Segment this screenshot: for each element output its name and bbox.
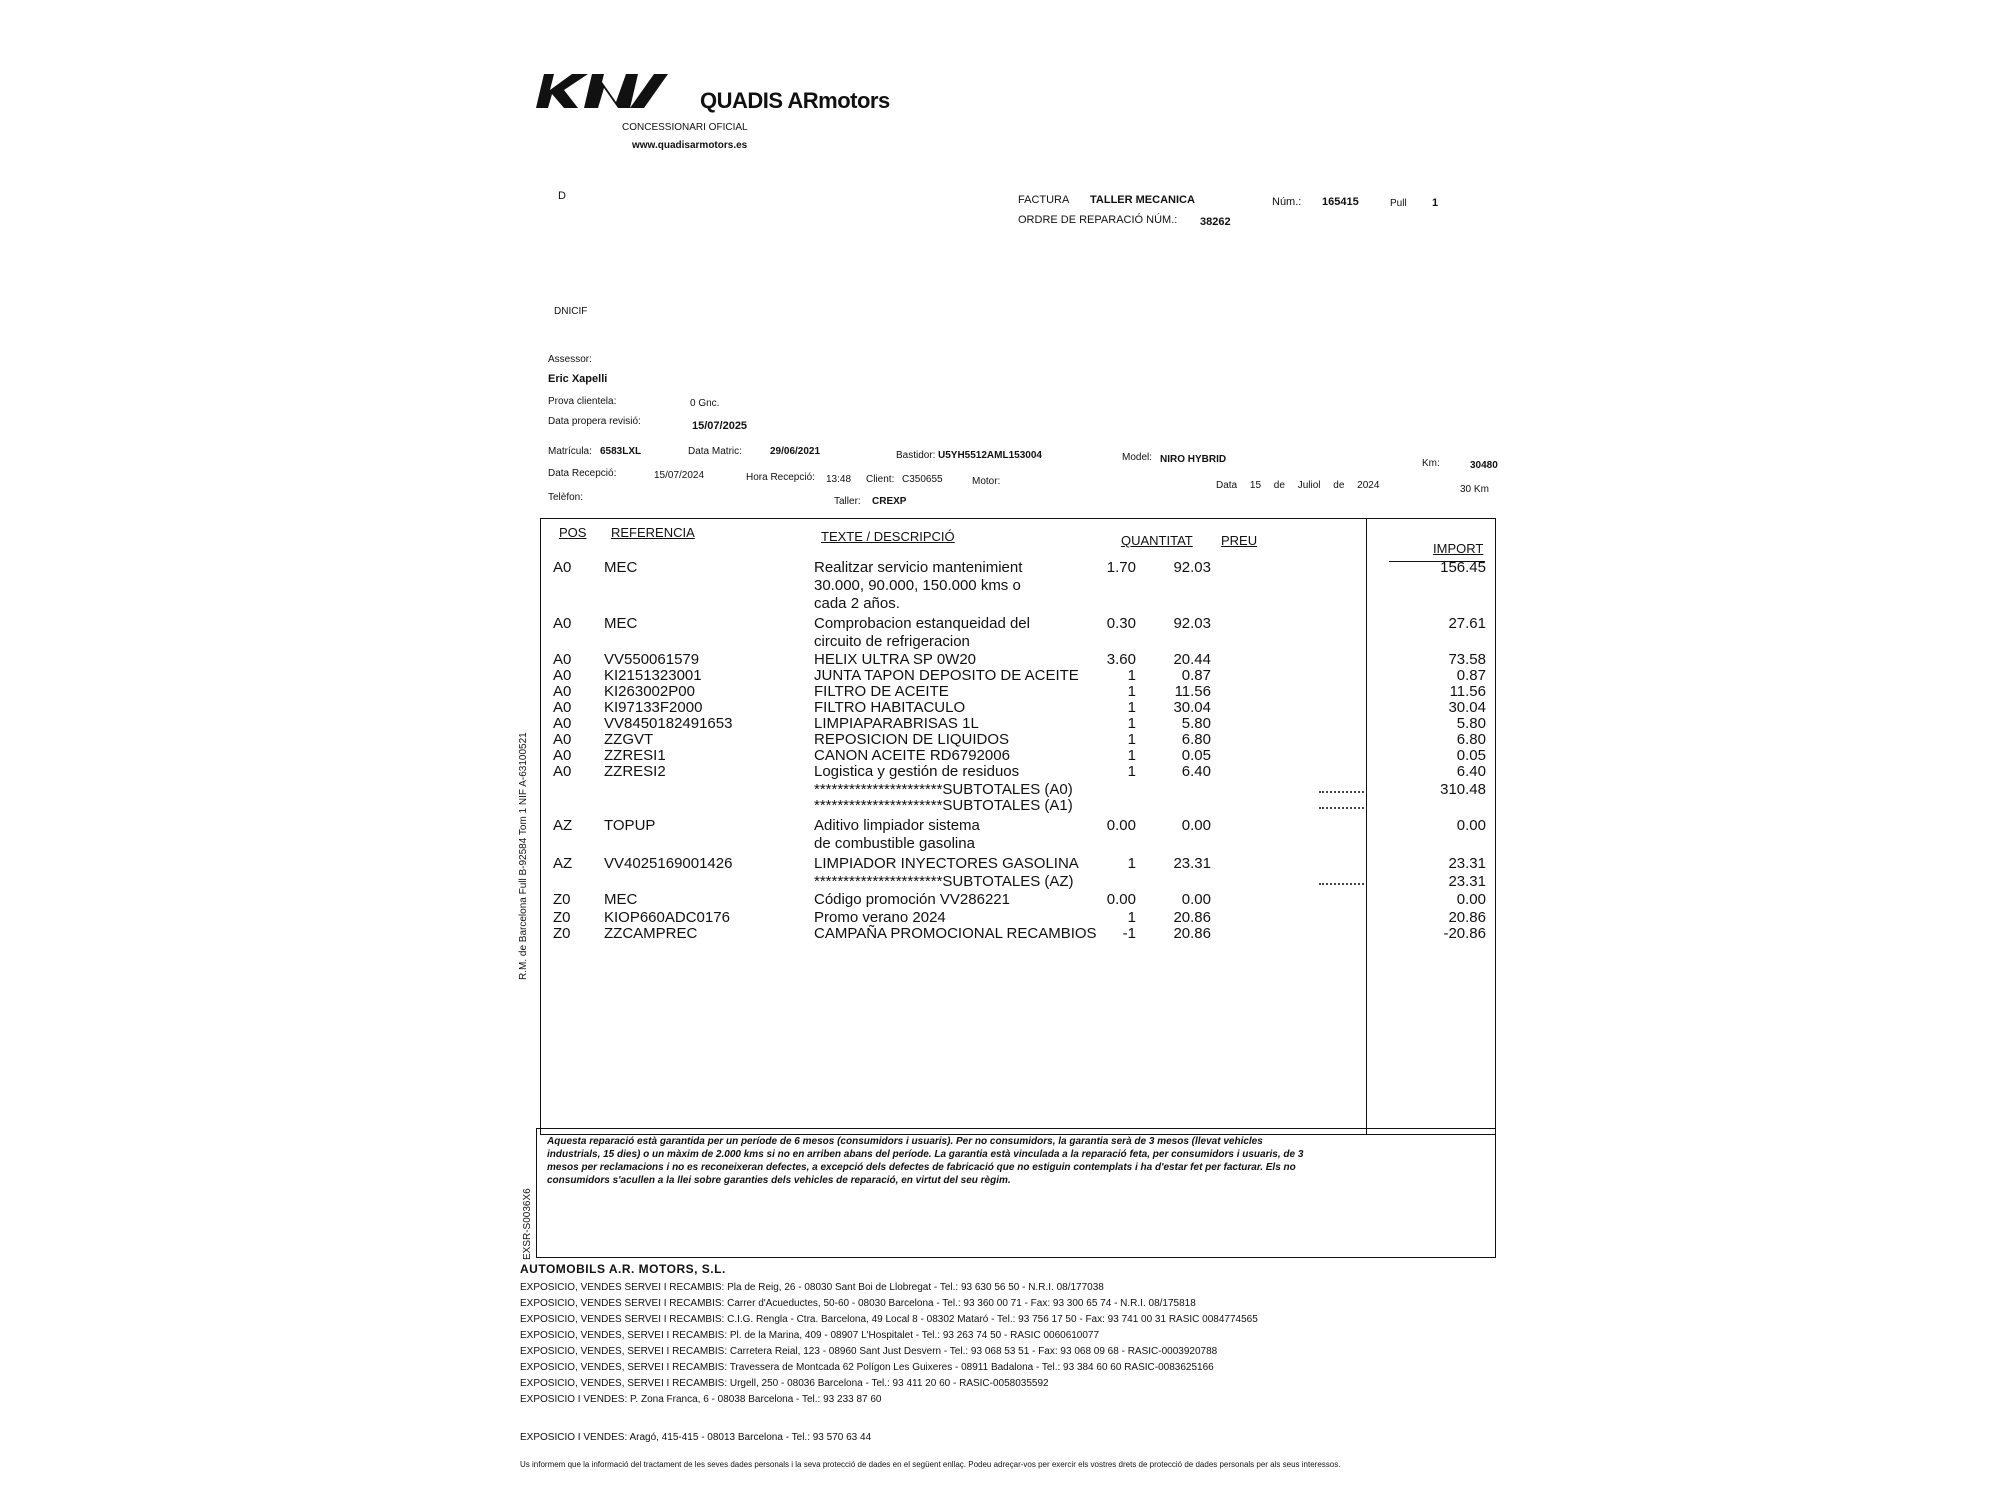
header-ref: REFERENCIA (611, 525, 695, 540)
km-value: 30480 (1470, 460, 1498, 471)
row-quantity: 1 (1127, 683, 1136, 700)
row-import: 11.56 (1449, 683, 1486, 700)
row-description: de combustible gasolina (814, 835, 975, 852)
row-pos: A0 (553, 559, 572, 576)
invoice-page-label: Pull (1390, 198, 1407, 209)
footer-address-line: EXPOSICIÓ, VENDES, SERVEI I RECAMBIS: Pl. de la Marina, 409 - 08907 L'Hospitalet - Tel.: 93 263 74 50 - RASIC 0060610077 (520, 1330, 1100, 1341)
row-reference: VV4025169001426 (604, 855, 733, 872)
row-description: cada 2 años. (814, 595, 900, 612)
invoice-page-value: 1 (1432, 197, 1439, 209)
order-label: ORDRE DE REPARACIÓ NÚM.: (1018, 214, 1178, 226)
row-import: 0.87 (1456, 667, 1486, 684)
row-quantity: 1 (1127, 909, 1136, 926)
row-pos: AZ (553, 817, 573, 834)
client-code: DNICIF (554, 306, 588, 317)
client-value: C350655 (902, 474, 943, 485)
footer-address-line: EXPOSICIÓ, VENDES, SERVEI I RECAMBIS: Urgell, 250 - 08036 Barcelona - Tel.: 93 411 20 60 - RASIC-0058035592 (520, 1378, 1049, 1389)
website: www.quadisarmotors.es (632, 140, 748, 151)
next-service-value: 15/07/2025 (692, 420, 748, 432)
registry-side-text: R.M. de Barcelona Full B-92584 Tom 1 NIF A-63100521 (518, 732, 529, 980)
header-qty: QUANTITAT (1121, 533, 1193, 548)
header-text: TEXTE / DESCRIPCIÓ (821, 529, 955, 544)
reception-time-label: Hora Recepció: (746, 472, 815, 483)
row-reference: KI263002P00 (604, 683, 695, 700)
row-pos: Z0 (553, 891, 571, 908)
row-import: 5.80 (1456, 715, 1486, 732)
footer-address-line: EXPOSICIÓ, VENDES SERVEI I RECAMBIS: Pla de Reig, 26 - 08030 Sant Boi de Llobregat - Tel.: 93 630 56 50 - N.R.I. 08/177038 (520, 1282, 1104, 1293)
row-quantity: 0.00 (1106, 891, 1136, 908)
row-description: Aditivo limpiador sistema (814, 817, 980, 834)
row-reference: MEC (604, 891, 638, 908)
row-price: 23.31 (1173, 855, 1211, 872)
reception-date-label: Data Recepció: (548, 468, 617, 479)
row-description: Comprobacion estanqueidad del (814, 615, 1030, 632)
row-price: 30.04 (1173, 699, 1211, 716)
invoice-type-value: TALLER MECANICA (1090, 194, 1195, 206)
footer-address-line: EXPOSICIÓ I VENDES: P. Zona Franca, 6 - 08038 Barcelona - Tel.: 93 233 87 60 (520, 1394, 882, 1405)
row-import: 156.45 (1440, 559, 1486, 576)
footer-address-line: EXPOSICIÓ I VENDES: Aragó, 415-415 - 08013 Barcelona - Tel.: 93 570 63 44 (520, 1432, 872, 1443)
row-import: 310.48 (1440, 781, 1486, 798)
row-price: 0.05 (1181, 747, 1211, 764)
row-reference: VV8450182491653 (604, 715, 733, 732)
row-description: **********************SUBTOTALES (A0) (814, 781, 1073, 798)
invoice-num-value: 165415 (1322, 196, 1359, 208)
import-column-divider (1366, 519, 1367, 1134)
motor-label: Motor: (972, 476, 1001, 487)
row-description: FILTRO HABITACULO (814, 699, 966, 716)
row-import: 0.05 (1456, 747, 1486, 764)
row-import: 0.00 (1456, 891, 1486, 908)
km-label: Km: (1422, 458, 1440, 469)
row-pos: A0 (553, 731, 572, 748)
row-pos: Z0 (553, 909, 571, 926)
next-service-label: Data propera revisió: (548, 416, 641, 427)
model-label: Model: (1122, 452, 1153, 463)
row-description: Código promoción VV286221 (814, 891, 1010, 908)
row-description: **********************SUBTOTALES (A1) (814, 797, 1073, 814)
legal-box (536, 1128, 1496, 1258)
reception-time-value: 13:48 (826, 474, 852, 485)
row-import: 20.86 (1448, 909, 1486, 926)
model-value: NIRO HYBRID (1160, 454, 1227, 465)
row-import: 73.58 (1448, 651, 1486, 668)
row-import: 23.31 (1448, 873, 1486, 890)
row-description: **********************SUBTOTALES (AZ) (814, 873, 1074, 890)
row-reference: VV550061579 (604, 651, 700, 668)
assessor-label: Assessor: (548, 354, 592, 365)
row-description: HELIX ULTRA SP 0W20 (814, 651, 977, 668)
row-price: 0.00 (1181, 817, 1211, 834)
row-price: 20.44 (1173, 651, 1211, 668)
kia-logo (532, 68, 672, 112)
concession-label: CONCESSIONARI OFICIAL (622, 122, 748, 133)
row-description: Realitzar servicio mantenimient (814, 559, 1023, 576)
privacy-text: Us informem que la informació del tractament de les seves dades personals i la seva protecció de dades en el següent enllaç. Podeu adreçar-vos per exercir els vostres drets de protecció de dades personals per als seus interessos. (520, 1460, 1341, 1469)
row-pos: A0 (553, 699, 572, 716)
dealer-name: QUADIS ARmotors (700, 88, 890, 113)
row-reference: ZZRESI1 (604, 747, 666, 764)
reg-date-value: 29/06/2021 (770, 446, 821, 457)
row-pos: A0 (553, 747, 572, 764)
row-quantity: 1 (1127, 699, 1136, 716)
subtotal-dash (1319, 807, 1364, 809)
row-description: CAMPAÑA PROMOCIONAL RECAMBIOS (814, 925, 1097, 942)
row-price: 11.56 (1174, 683, 1211, 700)
row-quantity: 1 (1127, 747, 1136, 764)
workshop-value: CREXP (872, 496, 907, 507)
row-quantity: 1 (1127, 731, 1136, 748)
invoice-type-label: FACTURA (1018, 194, 1070, 206)
row-quantity: 1 (1127, 715, 1136, 732)
invoice-num-label: Núm.: (1272, 196, 1302, 208)
row-import: 30.04 (1448, 699, 1486, 716)
plate-value: 6583LXL (600, 446, 642, 457)
row-import: -20.86 (1443, 925, 1486, 942)
row-description: Logistica y gestión de residuos (814, 763, 1020, 780)
warranty-text: Aquesta reparació està garantida per un període de 6 mesos (consumidors i usuaris). Per no consumidors, la garantia serà de 3 mesos (llevat vehicles industrials, 15 dies) o un màxim de 2.000 kms si no en arriben abans del període. La garantia està vinculada a la reparació feta, per consumidors i usuaris, de 3 mesos per reclamacions i no es reconeixeran defectes, a excepció dels defectes de fabricació que no estiguin contemplats i ha d'estar fet per facturar. Els no consumidors s'acullen a la llei sobre garanties dels vehicles de reparació, en virtut del seu règim. (547, 1136, 1304, 1186)
invoice-date: Data 15 de Juliol de 2024 (1216, 480, 1380, 491)
row-reference: MEC (604, 615, 638, 632)
row-price: 92.03 (1173, 615, 1211, 632)
subtotal-dash (1319, 883, 1364, 885)
row-reference: ZZRESI2 (604, 763, 666, 780)
phone-label: Telèfon: (548, 492, 584, 503)
footer-address-line: EXPOSICIÓ, VENDES SERVEI I RECAMBIS: C.I.G. Rengla - Ctra. Barcelona, 49 Local 8 - 08302 Mataró - Tel.: 93 756 17 50 - Fax: 93 741 00 31 RASIC 0084774565 (520, 1314, 1258, 1325)
row-reference: KI2151323001 (604, 667, 702, 684)
row-description: LIMPIAPARABRISAS 1L (814, 715, 979, 732)
row-price: 20.86 (1173, 925, 1211, 942)
row-pos: A0 (553, 683, 572, 700)
header-price: PREU (1221, 533, 1258, 548)
row-price: 6.40 (1181, 763, 1211, 780)
row-reference: ZZGVT (604, 731, 654, 748)
plate-label: Matrícula: (548, 446, 592, 457)
row-description: CANON ACEITE RD6792006 (814, 747, 1010, 764)
row-pos: A0 (553, 667, 572, 684)
row-import: 23.31 (1448, 855, 1486, 872)
row-import: 27.61 (1448, 615, 1486, 632)
row-pos: A0 (553, 763, 572, 780)
header-pos: POS (559, 525, 587, 540)
row-price: 0.00 (1181, 891, 1211, 908)
row-quantity: 0.30 (1106, 615, 1136, 632)
header-import: IMPORT (1433, 541, 1484, 556)
prova-label: Prova clientela: (548, 396, 617, 407)
footer-address-line: EXPOSICIÓ, VENDES SERVEI I RECAMBIS: Carrer d'Acueductes, 50-60 - 08030 Barcelona - Tel.: 93 360 00 71 - Fax: 93 300 65 74 - N.R.I. 08/175818 (520, 1298, 1196, 1309)
d-label: D (558, 190, 566, 202)
items-table (540, 518, 1496, 1135)
workshop-label: Taller: (834, 496, 861, 507)
row-import: 6.40 (1456, 763, 1486, 780)
company-name: AUTOMOBILS A.R. MOTORS, S.L. (520, 1262, 726, 1276)
vin-value: U5YH5512AML153004 (938, 450, 1042, 461)
row-pos: A0 (553, 651, 572, 668)
prova-value: 0 Gnc. (690, 398, 720, 409)
row-reference: KI97133F2000 (604, 699, 703, 716)
footer-address-line: EXPOSICIÓ, VENDES, SERVEI I RECAMBIS: Carretera Reial, 123 - 08960 Sant Just Desvern - Tel.: 93 068 53 51 - Fax: 93 068 09 68 - RASIC-0003920788 (520, 1346, 1218, 1357)
doc-code-side-text: EXSR-S0036X6 (522, 1188, 533, 1260)
row-pos: AZ (553, 855, 573, 872)
row-description: FILTRO DE ACEITE (814, 683, 949, 700)
assessor-value: Eric Xapelli (548, 373, 608, 385)
row-description: 30.000, 90.000, 150.000 kms o (814, 577, 1021, 594)
km-unit: 30 Km (1460, 484, 1489, 495)
row-quantity: 3.60 (1106, 651, 1136, 668)
row-reference: TOPUP (604, 817, 656, 834)
row-quantity: 1 (1127, 855, 1136, 872)
subtotal-dash (1319, 791, 1364, 793)
row-quantity: 1.70 (1106, 559, 1136, 576)
row-price: 6.80 (1181, 731, 1211, 748)
row-description: REPOSICION DE LIQUIDOS (814, 731, 1010, 748)
row-description: JUNTA TAPON DEPOSITO DE ACEITE (814, 667, 1079, 684)
reg-date-label: Data Matric: (688, 446, 742, 457)
row-quantity: 1 (1127, 763, 1136, 780)
row-price: 0.87 (1181, 667, 1211, 684)
row-price: 5.80 (1181, 715, 1211, 732)
row-quantity: -1 (1122, 925, 1136, 942)
row-description: LIMPIADOR INYECTORES GASOLINA (814, 855, 1079, 872)
row-import: 0.00 (1456, 817, 1486, 834)
row-pos: A0 (553, 615, 572, 632)
row-price: 20.86 (1173, 909, 1211, 926)
client-label: Client: (866, 474, 895, 485)
row-pos: A0 (553, 715, 572, 732)
row-quantity: 0.00 (1106, 817, 1136, 834)
row-pos: Z0 (553, 925, 571, 942)
vin-label: Bastidor: (896, 450, 936, 461)
row-import: 6.80 (1456, 731, 1486, 748)
row-description: Promo verano 2024 (814, 909, 946, 926)
row-reference: ZZCAMPREC (604, 925, 698, 942)
row-price: 92.03 (1173, 559, 1211, 576)
row-quantity: 1 (1127, 667, 1136, 684)
row-reference: MEC (604, 559, 638, 576)
reception-date-value: 15/07/2024 (654, 470, 705, 481)
row-reference: KIOP660ADC0176 (604, 909, 730, 926)
row-description: circuito de refrigeracion (814, 633, 970, 650)
footer-address-line: EXPOSICIÓ, VENDES, SERVEI I RECAMBIS: Travessera de Montcada 62 Polígon Les Guixeres - 08911 Badalona - Tel.: 93 384 60 60 RASIC-0083625166 (520, 1362, 1214, 1373)
order-value: 38262 (1200, 216, 1231, 228)
